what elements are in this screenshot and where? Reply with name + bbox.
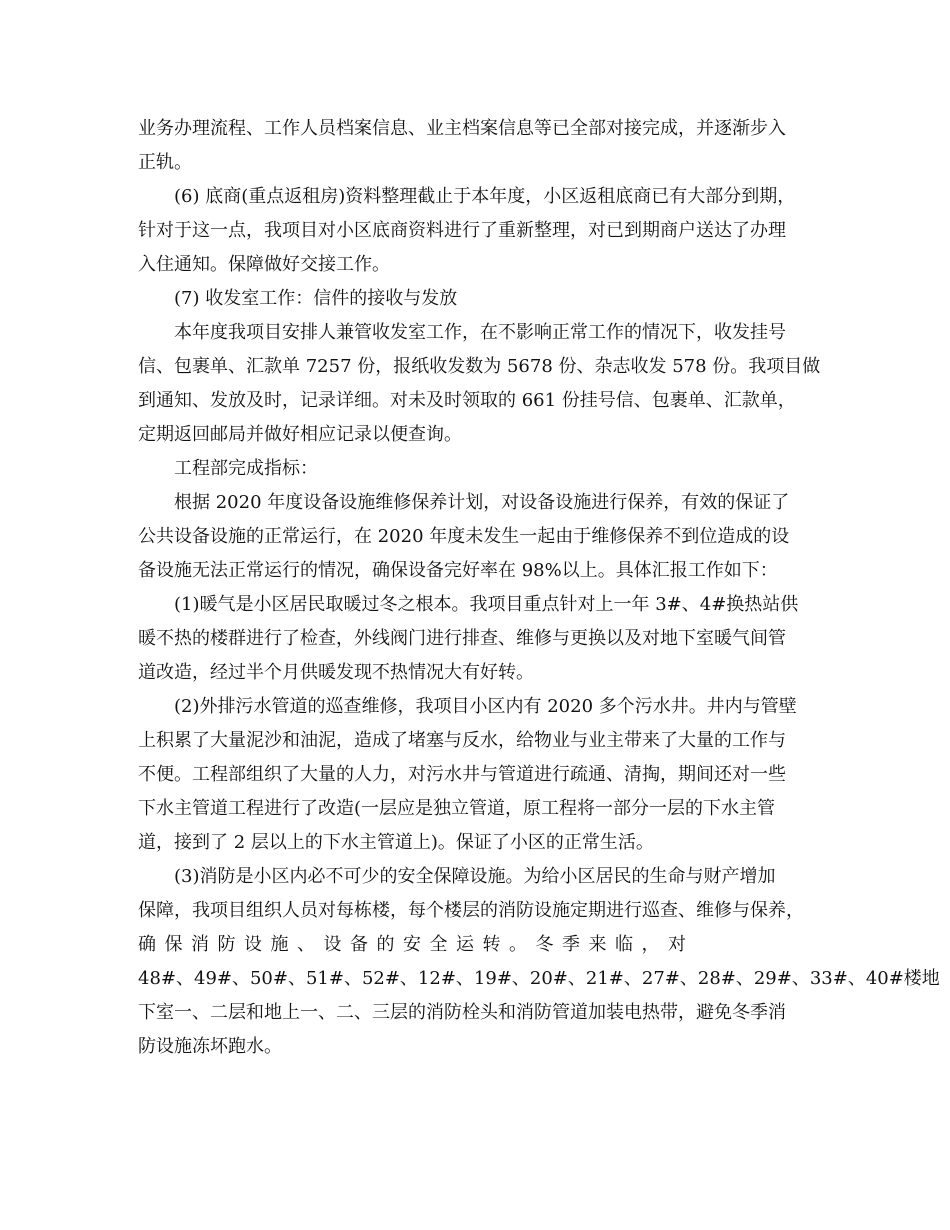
text-line: 入住通知。保障做好交接工作。	[138, 254, 390, 275]
text-line: 48#、49#、50#、51#、52#、12#、19#、20#、21#、27#、28#、29#、33#、40#楼地	[138, 968, 940, 989]
text-line: 正轨。	[138, 152, 192, 173]
text-line: 下室一、二层和地上一、二、三层的消防栓头和消防管道加装电热带，避免冬季消	[138, 1002, 786, 1023]
text-line: (1)暖气是小区居民取暖过冬之根本。我项目重点针对上一年 3#、4#换热站供	[138, 594, 799, 615]
text-line: 本年度我项目安排人兼管收发室工作，在不影响正常工作的情况下，收发挂号	[138, 322, 786, 343]
text-line: (3)消防是小区内必不可少的安全保障设施。为给小区居民的生命与财产增加	[138, 866, 776, 887]
text-line: 确保消防设施、设备的安全运转。冬季来临，对	[138, 934, 695, 955]
text-line: (2)外排污水管道的巡查维修，我项目小区内有 2020 多个污水井。井内与管壁	[138, 696, 797, 717]
document-body	[138, 112, 940, 1064]
text-line: 下水主管道工程进行了改造(一层应是独立管道，原工程将一部分一层的下水主管	[138, 798, 776, 819]
text-line: 不便。工程部组织了大量的人力，对污水井与管道进行疏通、清掏，期间还对一些	[138, 764, 786, 785]
text-line: 工程部完成指标：	[138, 458, 318, 479]
text-line: 保障，我项目组织人员对每栋楼，每个楼层的消防设施定期进行巡查、维修与保养，	[138, 900, 804, 921]
text-line: 上积累了大量泥沙和油泥，造成了堵塞与反水，给物业与业主带来了大量的工作与	[138, 730, 786, 751]
text-line: 暖不热的楼群进行了检查，外线阀门进行排查、维修与更换以及对地下室暖气间管	[138, 628, 786, 649]
text-line: 到通知、发放及时，记录详细。对未及时领取的 661 份挂号信、包裹单、汇款单，	[138, 390, 796, 411]
text-line: 针对于这一点，我项目对小区底商资料进行了重新整理，对已到期商户送达了办理	[138, 220, 786, 241]
text-line: 信、包裹单、汇款单 7257 份，报纸收发数为 5678 份、杂志收发 578 份。我项目做	[138, 356, 821, 377]
text-line: 备设施无法正常运行的情况，确保设备完好率在 98%以上。具体汇报工作如下：	[138, 560, 778, 581]
text-line: 防设施冻坏跑水。	[138, 1036, 282, 1057]
text-line: 道改造，经过半个月供暖发现不热情况大有好转。	[138, 662, 534, 683]
text-line: (7) 收发室工作：信件的接收与发放	[138, 288, 458, 309]
text-line: 业务办理流程、工作人员档案信息、业主档案信息等已全部对接完成，并逐渐步入	[138, 118, 786, 139]
text-line: 道，接到了 2 层以上的下水主管道上)。保证了小区的正常生活。	[138, 832, 654, 853]
text-line: (6) 底商(重点返租房)资料整理截止于本年度，小区返租底商已有大部分到期，	[138, 186, 796, 207]
text-line: 定期返回邮局并做好相应记录以便查询。	[138, 424, 462, 445]
text-line: 根据 2020 年度设备设施维修保养计划，对设备设施进行保养，有效的保证了	[138, 492, 790, 513]
text-line: 公共设备设施的正常运行，在 2020 年度未发生一起由于维修保养不到位造成的设	[138, 526, 790, 547]
